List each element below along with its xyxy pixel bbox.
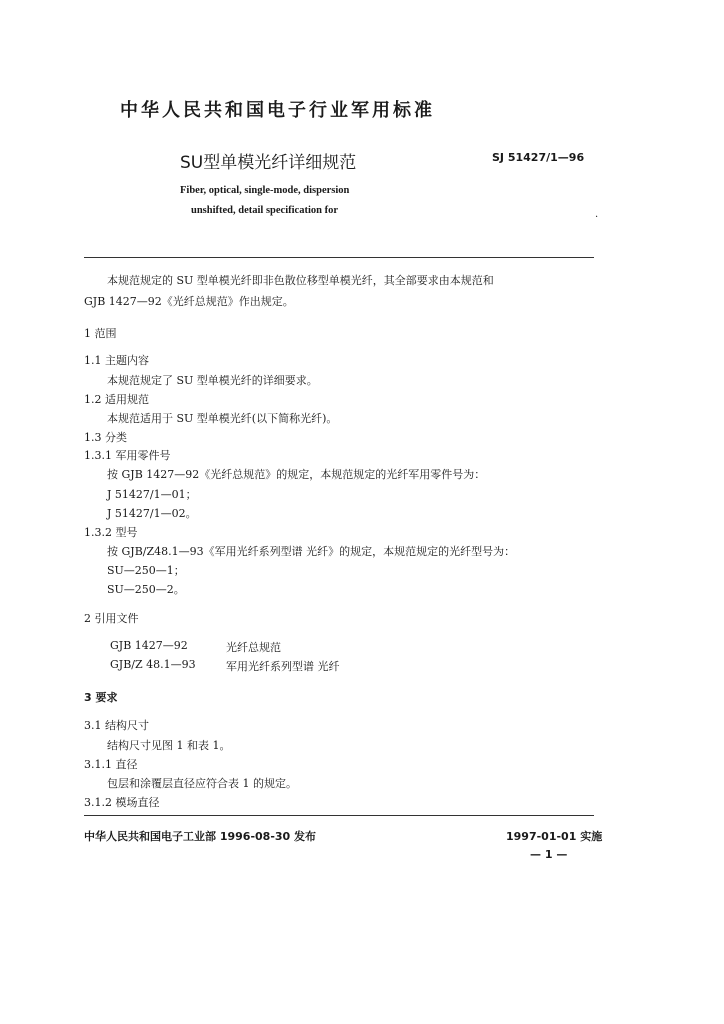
footer-divider: [84, 815, 594, 816]
document-title: SU型单模光纤详细规范: [180, 153, 357, 173]
section-1-3-1-text: 按 GJB 1427—92《光纤总规范》的规定，本规范规定的光纤军用零件号为：: [107, 468, 486, 481]
section-3-1-2-heading: 3.1.2 模场直径: [84, 796, 160, 809]
header-divider: [84, 257, 594, 258]
section-3-1-heading: 3.1 结构尺寸: [84, 719, 149, 732]
english-title-line-2: unshifted, detail specification for: [191, 205, 338, 216]
reference-1-name: 光纤总规范: [226, 641, 281, 654]
model-number-1: SU—250—1；: [107, 564, 185, 577]
reference-2-name: 军用光纤系列型谱 光纤: [226, 660, 340, 673]
section-1-3-2-text: 按 GJB/Z48.1—93《军用光纤系列型谱 光纤》的规定，本规范规定的光纤型号为：: [107, 545, 516, 558]
part-number-1: J 51427/1—01；: [107, 488, 197, 501]
section-2-heading: 2 引用文件: [84, 612, 139, 625]
intro-paragraph-line-1: 本规范规定的 SU 型单模光纤即非色散位移型单模光纤，其全部要求由本规范和: [107, 274, 494, 287]
section-1-heading: 1 范围: [84, 327, 117, 340]
intro-paragraph-line-2: GJB 1427—92《光纤总规范》作出规定。: [84, 295, 294, 308]
model-number-2: SU—250—2。: [107, 583, 185, 596]
issue-date: 中华人民共和国电子工业部 1996-08-30 发布: [84, 830, 317, 843]
page-number: — 1 —: [530, 848, 568, 861]
stray-mark: .: [595, 209, 599, 220]
section-3-1-text: 结构尺寸见图 1 和表 1。: [107, 739, 231, 752]
effective-date: 1997-01-01 实施: [506, 830, 603, 843]
english-title-line-1: Fiber, optical, single-mode, dispersion: [180, 185, 350, 196]
section-3-1-1-heading: 3.1.1 直径: [84, 758, 138, 771]
part-number-2: J 51427/1—02。: [107, 507, 197, 520]
section-1-3-2-heading: 1.3.2 型号: [84, 526, 138, 539]
section-1-1-text: 本规范规定了 SU 型单模光纤的详细要求。: [107, 374, 318, 387]
section-1-2-heading: 1.2 适用规范: [84, 393, 149, 406]
section-1-1-heading: 1.1 主题内容: [84, 354, 149, 367]
section-3-1-1-text: 包层和涂覆层直径应符合表 1 的规定。: [107, 777, 297, 790]
section-3-heading: 3 要求: [84, 691, 118, 704]
section-1-3-1-heading: 1.3.1 军用零件号: [84, 449, 171, 462]
reference-1-code: GJB 1427—92: [110, 639, 188, 652]
reference-2-code: GJB/Z 48.1—93: [110, 658, 196, 671]
standard-code: SJ 51427/1—96: [492, 151, 585, 164]
section-1-2-text: 本规范适用于 SU 型单模光纤(以下简称光纤)。: [107, 412, 338, 425]
issuing-organization-header: 中华人民共和国电子行业军用标准: [120, 100, 435, 121]
section-1-3-heading: 1.3 分类: [84, 431, 127, 444]
